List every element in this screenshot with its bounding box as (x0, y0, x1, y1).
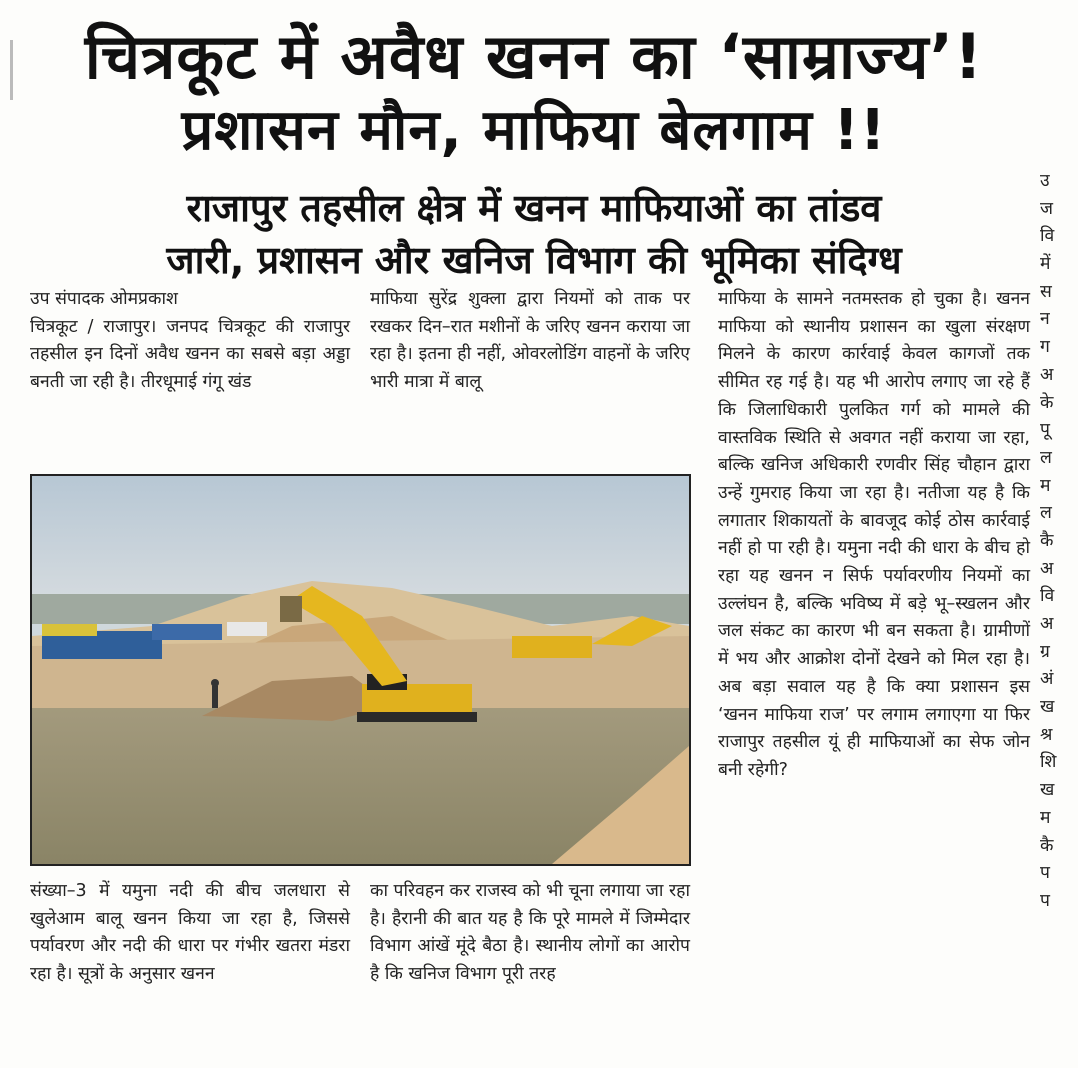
byline: उप संपादक ओमप्रकाश (30, 289, 178, 309)
adjacent-fragment: न (1040, 309, 1050, 330)
adjacent-fragment: ग (1040, 337, 1050, 358)
top-strip-text (30, 0, 1040, 10)
photo-illustration (32, 476, 689, 864)
adjacent-fragment: अं (1040, 669, 1054, 690)
adjacent-fragment: म (1040, 807, 1051, 828)
article-column-2-bottom (370, 878, 690, 1046)
adjacent-article-fragments (1040, 168, 1078, 911)
article-text-col1-bottom: संख्या–3 में यमुना नदी की बीच जलधारा से खुलेआम बालू खनन किया जा रहा है, जिससे पर्यावरण और नदी की धारा पर गंभीर खतरा मंडरा रहा है। सूत्रों के अनुसार खनन (30, 881, 350, 985)
adjacent-fragment: श्र (1040, 724, 1053, 745)
adjacent-fragment: स (1040, 281, 1052, 302)
adjacent-fragment: ल (1040, 447, 1052, 468)
adjacent-fragment: अ (1040, 614, 1054, 634)
subhead-line-1: राजापुर तहसील क्षेत्र में खनन माफियाओं का तांडव (186, 186, 882, 230)
adjacent-fragment: म (1040, 475, 1051, 496)
adjacent-fragment: अ (1040, 558, 1054, 579)
article-column-2-top (370, 286, 690, 472)
adjacent-fragment: कै (1040, 835, 1054, 856)
article-text-col1-top: चित्रकूट / राजापुर। जनपद चित्रकूट की राजापुर तहसील इन दिनों अवैध खनन का सबसे बड़ा अड्डा बनती जा रही है। तीरधूमाई गंगू खंड (30, 316, 350, 393)
adjacent-fragment: शि (1040, 752, 1057, 773)
article-column-1-bottom (30, 878, 350, 1046)
headline-line-1: चित्रकूट में अवैध खनन का ‘साम्राज्य’! (84, 20, 984, 93)
adjacent-fragment: ल (1040, 503, 1052, 524)
subhead-line-2: जारी, प्रशासन और खनिज विभाग की भूमिका संदिग्ध (166, 238, 902, 282)
adjacent-fragment: प (1040, 890, 1050, 911)
article-text-col2-top: माफिया सुरेंद्र शुक्ला द्वारा नियमों को ताक पर रखकर दिन–रात मशीनों के जरिए खनन कराया जा रहा है। इतना ही नहीं, ओवरलोडिंग वाहनों के जरिए भारी मात्रा में बालू (370, 289, 690, 393)
article-text-col2-bottom: का परिवहन कर राजस्व को भी चूना लगाया जा रहा है। हैरानी की बात यह है कि पूरे मामले में जिम्मेदार विभाग आंखें मूंदे बैठा है। स्थानीय लोगों का आरोप है कि खनिज विभाग पूरी तरह (370, 881, 690, 985)
article-text-col3: माफिया के सामने नतमस्तक हो चुका है। खनन माफिया को स्थानीय प्रशासन का खुला संरक्षण मिलने के कारण कार्रवाई केवल कागजों तक सीमित रह गई है। यह भी आरोप लगाए जा रहे हैं कि जिलाधिकारी पुलकित गर्ग को मामले की वास्तविक स्थिति से अवगत नहीं कराया जा रहा, बल्कि खनिज अधिकारी रणवीर सिंह चौहान द्वारा उन्हें गुमराह किया जा रहा है। नतीजा यह है कि लगातार शिकायतों के बावजूद कोई ठोस कार्रवाई नहीं हो पा रही है। यमुना नदी की धारा के बीच हो रहा यह खनन न सिर्फ पर्यावरणीय नियमों का उल्लंघन है, बल्कि भविष्य में बड़े भू–स्खलन और जल संकट का कारण भी बन सकता है। ग्रामीणों में भय और आक्रोश दोनों देखने को मिल रहा है। अब बड़ा सवाल यह है कि क्या प्रशासन इस ‘खनन माफिया राज’ पर लगाम लगाएगा या फिर राजापुर तहसील यूं ही माफियाओं का सेफ जोन बनी रहेगी? (718, 289, 1030, 780)
adjacent-fragment: अ (1040, 364, 1054, 385)
adjacent-fragment: पू (1040, 420, 1050, 441)
adjacent-fragment: उ (1040, 171, 1050, 191)
article-column-1-top (30, 286, 350, 472)
page-edge-mark (0, 40, 13, 100)
adjacent-fragment: ख (1040, 780, 1055, 801)
adjacent-fragment: में (1040, 254, 1051, 275)
adjacent-fragment: वि (1040, 226, 1055, 247)
headline-line-2: प्रशासन मौन, माफिया बेलगाम !! (181, 98, 887, 163)
adjacent-fragment: कै (1040, 530, 1054, 551)
adjacent-fragment: प (1040, 863, 1050, 884)
adjacent-fragment: के (1040, 392, 1054, 413)
article-column-3 (718, 286, 1030, 1046)
adjacent-fragment: ख (1040, 697, 1055, 718)
next-headline-cut (20, 1040, 1060, 1068)
adjacent-fragment: ग्र (1040, 641, 1050, 662)
adjacent-fragment: वि (1040, 586, 1055, 607)
news-photo-mining-site (30, 474, 691, 866)
adjacent-fragment: ज (1040, 198, 1053, 219)
